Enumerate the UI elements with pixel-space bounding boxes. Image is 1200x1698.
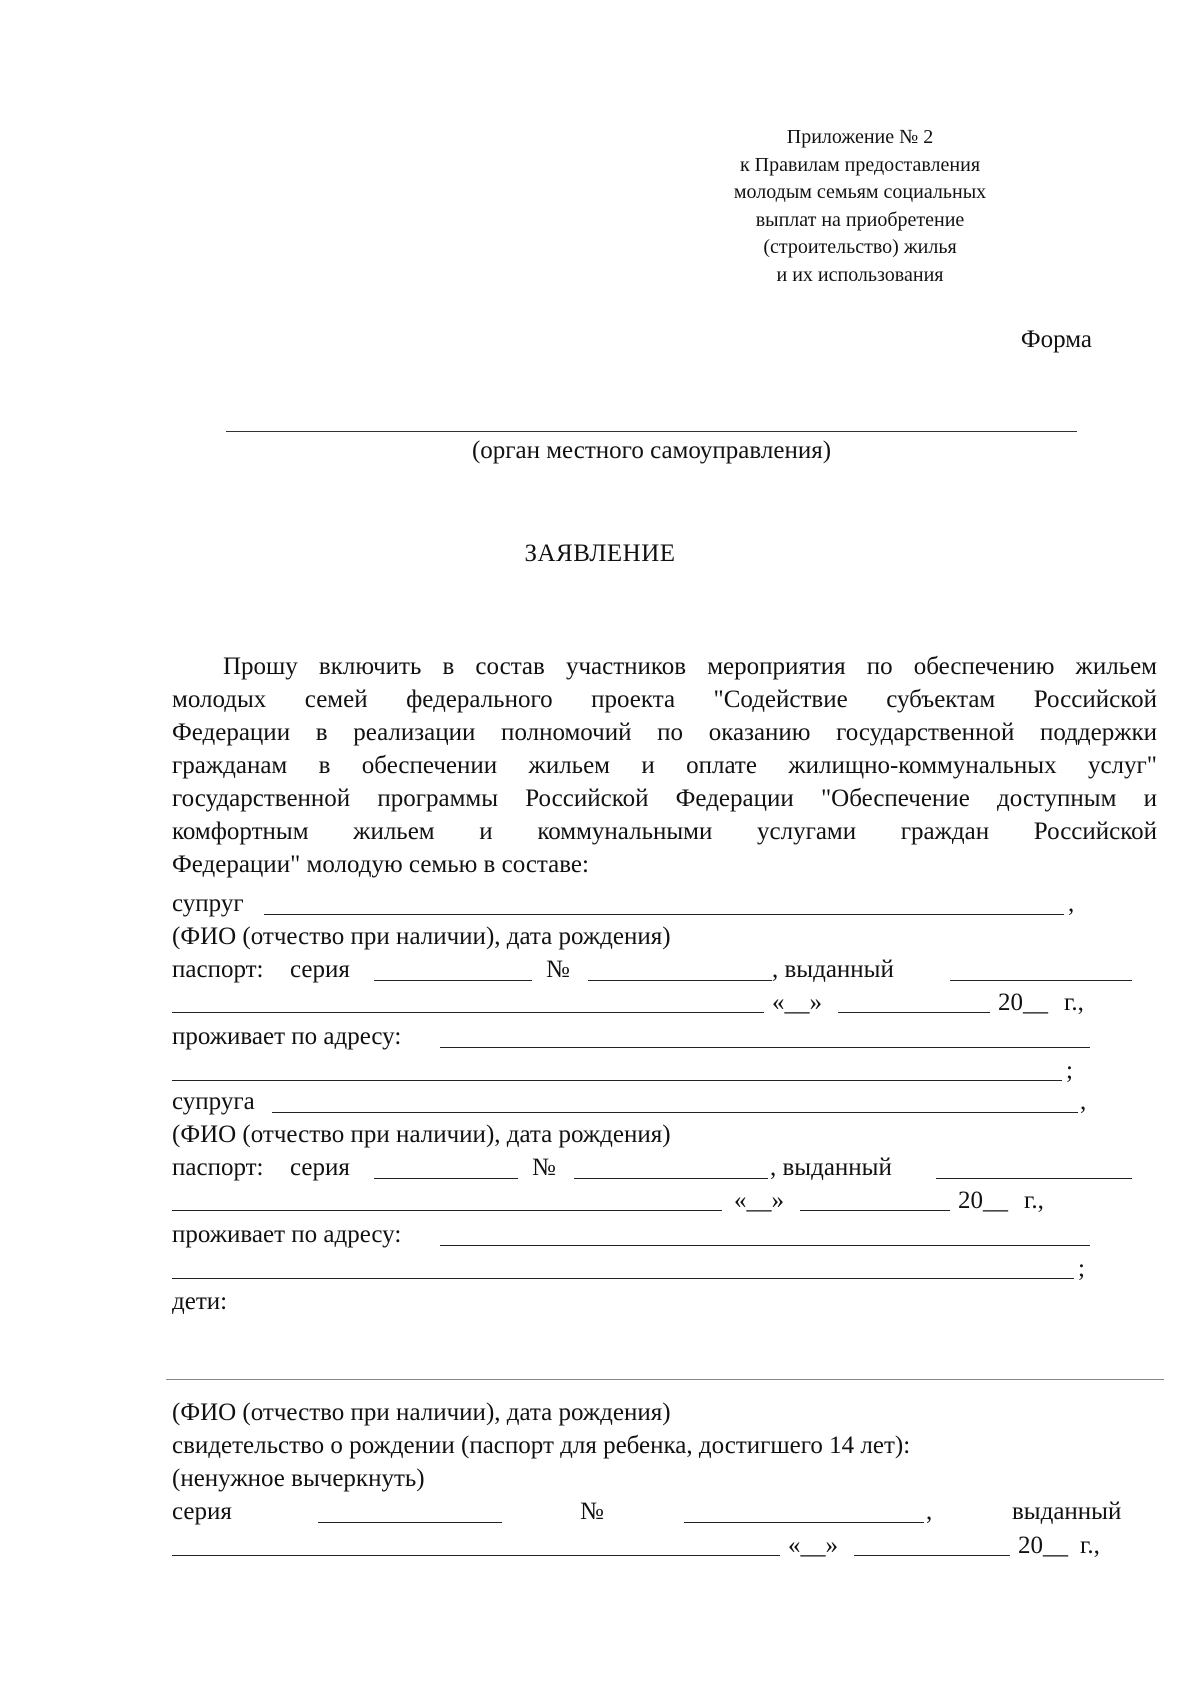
form-label: Форма — [1020, 326, 1092, 353]
paragraph-line: молодых семей федерального проекта "Содействие субъектам Российской — [172, 686, 1157, 713]
fio-caption: (ФИО (отчество при наличии), дата рождения) — [172, 1121, 671, 1148]
comma: , — [1080, 1088, 1087, 1115]
wife-issued-by-field-cont[interactable] — [172, 1188, 722, 1216]
appendix-line: и их использования — [776, 263, 944, 286]
certificate-label: свидетельство о рождении (паспорт для ребенка, достигшего 14 лет): — [172, 1432, 911, 1459]
passport-label: паспорт: — [172, 956, 264, 983]
series-label: серия — [172, 1498, 232, 1525]
husband-issued-by-field[interactable] — [950, 958, 1132, 986]
date-quote: «__» — [772, 989, 822, 1016]
address-label: проживает по адресу: — [172, 1023, 402, 1050]
year-suffix: г., — [1064, 989, 1084, 1016]
number-sign: № — [532, 1154, 556, 1181]
series-label: серия — [290, 956, 350, 983]
issued-label: выданный — [1012, 1498, 1122, 1525]
wife-issued-by-field[interactable] — [936, 1156, 1132, 1184]
issued-label: , выданный — [770, 1154, 892, 1181]
wife-passport-series-field[interactable] — [374, 1156, 518, 1184]
child-certificate-number-field[interactable] — [684, 1500, 924, 1528]
comma: , — [926, 1498, 933, 1525]
paragraph-line: гражданам в обеспечении жильем и оплате жилищно-коммунальных услуг" — [172, 752, 1157, 779]
semicolon: ; — [1066, 1057, 1073, 1084]
paragraph-line: комфортным жильем и коммунальными услугами граждан Российской — [172, 818, 1157, 845]
strike-note: (ненужное вычеркнуть) — [172, 1465, 425, 1492]
series-label: серия — [290, 1154, 350, 1181]
passport-label: паспорт: — [172, 1154, 264, 1181]
semicolon: ; — [1078, 1255, 1085, 1282]
authority-field-line[interactable] — [226, 431, 1077, 432]
year-prefix: 20__ — [1018, 1532, 1068, 1559]
child-certificate-series-field[interactable] — [318, 1500, 502, 1528]
husband-passport-number-field[interactable] — [588, 958, 772, 986]
paragraph-line: Федерации в реализации полномочий по оказанию государственной поддержки — [172, 719, 1157, 746]
wife-name-field[interactable] — [272, 1090, 1078, 1118]
fio-caption: (ФИО (отчество при наличии), дата рождения) — [172, 1399, 671, 1426]
appendix-header — [680, 124, 1040, 289]
husband-label: супруг — [172, 890, 244, 917]
husband-name-field[interactable] — [264, 892, 1064, 920]
child-issued-by-field[interactable] — [172, 1533, 780, 1561]
number-sign: № — [580, 1498, 604, 1525]
wife-label: супруга — [172, 1088, 255, 1115]
wife-address-field-cont[interactable] — [172, 1256, 1074, 1284]
document-title: ЗАЯВЛЕНИЕ — [524, 540, 676, 567]
appendix-line: молодым семьям социальных — [733, 181, 987, 203]
date-quote: «__» — [788, 1532, 838, 1559]
year-suffix: г., — [1080, 1532, 1100, 1559]
wife-issue-month-field[interactable] — [800, 1188, 950, 1216]
issued-label: , выданный — [772, 956, 894, 983]
wife-address-field[interactable] — [440, 1223, 1090, 1251]
husband-address-field[interactable] — [440, 1025, 1090, 1053]
year-prefix: 20__ — [998, 989, 1048, 1016]
address-label: проживает по адресу: — [172, 1221, 402, 1248]
child-issue-month-field[interactable] — [854, 1533, 1010, 1561]
wife-passport-number-field[interactable] — [574, 1156, 768, 1184]
number-sign: № — [546, 956, 570, 983]
children-name-field[interactable] — [166, 1379, 1164, 1380]
authority-caption: (орган местного самоуправления) — [471, 437, 832, 464]
appendix-line: к Правилам предоставления — [739, 153, 981, 176]
fio-caption: (ФИО (отчество при наличии), дата рождения) — [172, 923, 671, 950]
year-prefix: 20__ — [958, 1187, 1008, 1214]
appendix-line: Приложение № 2 — [786, 126, 934, 148]
paragraph-line: Федерации" молодую семью в составе: — [172, 851, 589, 878]
year-suffix: г., — [1024, 1187, 1044, 1214]
children-label: дети: — [172, 1288, 228, 1315]
husband-issue-month-field[interactable] — [838, 990, 990, 1018]
date-quote: «__» — [734, 1187, 784, 1214]
request-paragraph — [172, 650, 1157, 881]
appendix-line: выплат на приобретение — [755, 208, 965, 231]
husband-issued-by-field-cont[interactable] — [172, 990, 764, 1018]
paragraph-line: государственной программы Российской Федерации "Обеспечение доступным и — [172, 785, 1157, 812]
husband-passport-series-field[interactable] — [374, 958, 532, 986]
comma: , — [1068, 890, 1075, 917]
appendix-line: (строительство) жилья — [763, 236, 957, 258]
paragraph-line: Прошу включить в состав участников мероприятия по обеспечению жильем — [223, 653, 1157, 680]
husband-address-field-cont[interactable] — [172, 1058, 1062, 1086]
